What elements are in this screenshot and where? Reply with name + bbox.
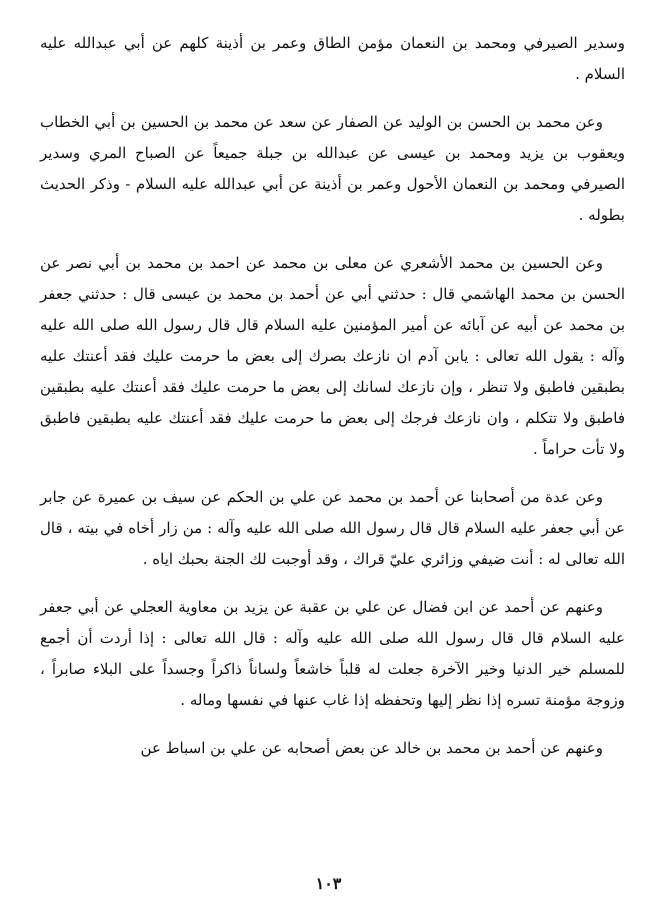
paragraph-6: وعنهم عن أحمد بن محمد بن خالد عن بعض أصحابه عن علي بن اسباط عن	[140, 739, 603, 757]
paragraph-4: وعن عدة من أصحابنا عن أحمد بن محمد عن علي بن الحكم عن سيف بن عميرة عن جابر عن أبي جعفر عليه السلام قال قال رسول الله صلى الله عليه وآله : من زار أخاه في بيته ، قال الله تعالى له : أنت ضيفي وزائري عليّ قراك ، وقد أوجبت لك الجنة بحبك اياه .	[40, 488, 625, 568]
page-number: ١٠٣	[315, 874, 342, 893]
book-page	[40, 28, 625, 868]
paragraph-1: وسدير الصيرفي ومحمد بن النعمان مؤمن الطاق وعمر بن أذينة كلهم عن أبي عبدالله عليه السلام .	[40, 34, 625, 83]
paragraph-3: وعن الحسين بن محمد الأشعري عن معلى بن محمد عن احمد بن محمد بن أبي نصر عن الحسن بن محمد الهاشمي قال : حدثني أبي عن أحمد بن محمد بن عيسى قال : حدثني جعفر بن محمد عن أبيه عن آبائه عن أمير المؤمنين عليه السلام قال قال رسول الله صلى الله عليه وآله : يقول الله تعالى : يابن آدم ان نازعك بصرك إلى بعض ما حرمت عليك فقد أعنتك عليه بطبقين فاطبق ولا تنظر ، وإن نازعك لسانك إلى بعض ما حرمت عليك فقد أعنتك عليه بطبقين فاطبق ولا تتكلم ، وان نازعك فرجك إلى بعض ما حرمت عليك فقد أعنتك عليه بطبقين فاطبق ولا تأت حراماً .	[40, 254, 625, 458]
paragraph-5: وعنهم عن أحمد عن ابن فضال عن علي بن عقبة عن يزيد بن معاوية العجلي عن أبي جعفر عليه السلام قال قال رسول الله صلى الله عليه وآله : قال الله تعالى : إذا أردت أن أجمع للمسلم خير الدنيا وخير الآخرة جعلت له قلباً خاشعاً ولساناً ذاكراً وجسداً على البلاء صابراً ، وزوجة مؤمنة تسره إذا نظر إليها وتحفظه إذا غاب عنها في نفسها وماله .	[40, 598, 625, 709]
paragraph-2: وعن محمد بن الحسن بن الوليد عن الصفار عن سعد عن محمد بن الحسين بن أبي الخطاب ويعقوب بن يزيد ومحمد بن عيسى عن عبدالله بن جبلة جميعاً عن الصباح المري وسدير الصيرفي ومحمد بن النعمان الأحول وعمر بن أذينة عن أبي عبدالله عليه السلام - وذكر الحديث بطوله .	[40, 113, 625, 224]
